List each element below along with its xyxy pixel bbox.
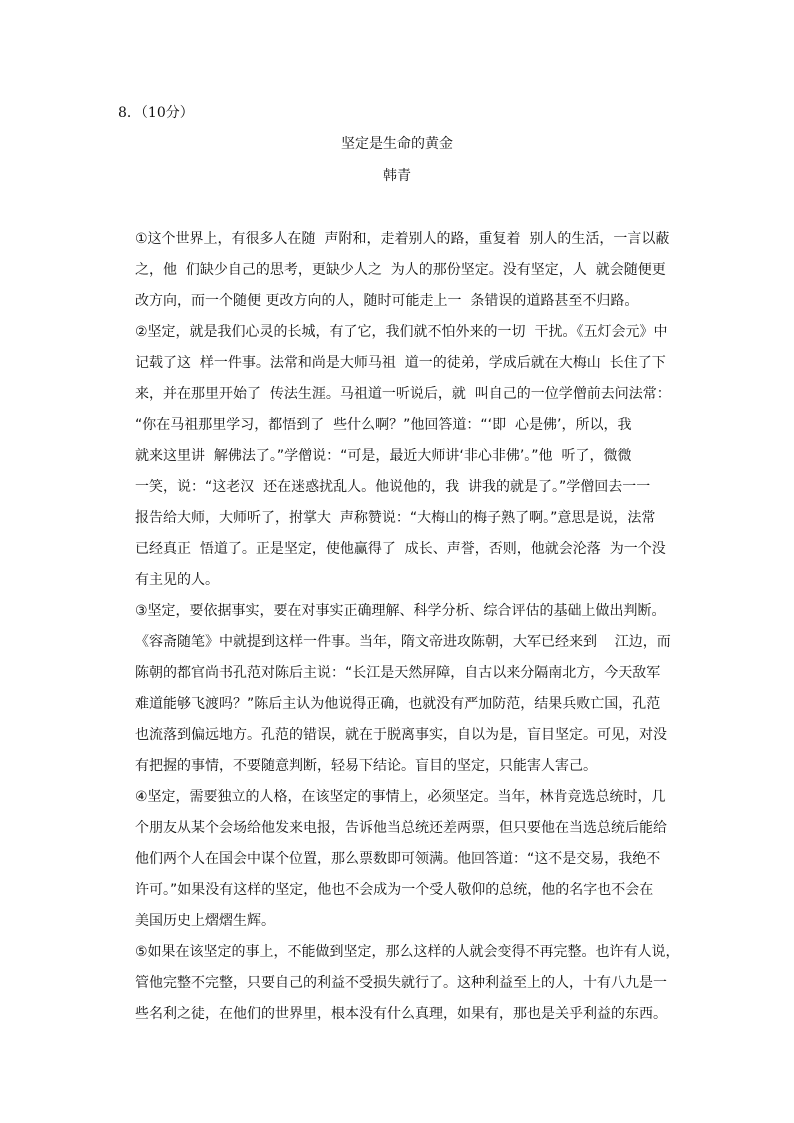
- text-line: 有把握的事情，不要随意判断，轻易下结论。盲目的坚定，只能害人害己。: [135, 758, 597, 774]
- text-line: 他们两个人在国会中谋个位置，那么票数即可领满。他回答道：“这不是交易，我绝不: [135, 851, 661, 867]
- text-line: 许可。”如果没有这样的坚定，他也不会成为一个受人敬仰的总统，他的名字也不会在: [135, 882, 654, 898]
- article-title: 坚定是生命的黄金: [341, 136, 453, 152]
- text-line: 也流落到偏远地方。孔范的错误，就在于脱离事实，自以为是，盲目坚定。可见，对没: [135, 727, 667, 743]
- article-author: 韩青: [383, 168, 411, 184]
- text-line: 陈朝的都官尚书孔范对陈后主说：“长江是天然屏障，自古以来分隔南北方，今天敌军: [135, 665, 661, 681]
- text-line: ①这个世界上，有很多人在随 声附和，走着别人的路，重复着 别人的生活，一言以蔽: [135, 231, 670, 247]
- text-line: 来，并在那里开始了 传法生涯。马祖道一听说后，就 叫自己的一位学僧前去问法常：: [135, 386, 671, 402]
- text-line: 改方向，而一个随便 更改方向的人，随时可能走上一 条错误的道路甚至不归路。: [135, 293, 639, 309]
- text-line: ③坚定，要依据事实，要在对事实正确理解、科学分析、综合评估的基础上做出判断。: [135, 603, 666, 619]
- text-line: 报告给大师，大师听了，拊掌大 声称赞说：“大梅山的梅子熟了啊。”意思是说，法常: [135, 510, 656, 526]
- text-line: 管他完整不完整，只要自己的利益不受损失就行了。这种利益至上的人，十有八九是一: [135, 975, 667, 991]
- text-line: 美国历史上熠熠生辉。: [135, 913, 275, 929]
- text-line: 有主见的人。: [135, 572, 219, 588]
- text-line: 一笑，说：“这老汉 还在迷惑扰乱人。他说他的，我 讲我的就是了。”学僧回去一一: [135, 479, 651, 495]
- text-line: 已经真正 悟道了。正是坚定，使他赢得了 成长、声誉，否则，他就会沦落 为一个没: [135, 541, 666, 557]
- text-line: 难道能够飞渡吗？”陈后主认为他说得正确，也就没有严加防范，结果兵败亡国，孔范: [135, 696, 661, 712]
- text-line: 些名利之徒，在他们的世界里，根本没有什么真理，如果有，那也是关乎利益的东西。: [135, 1006, 667, 1022]
- text-line: ②坚定，就是我们心灵的长城，有了它，我们就不怕外来的一切 干扰。《五灯会元》中: [135, 324, 668, 340]
- text-line: 就来这里讲 解佛法了。”学僧说：“可是，最近大师讲‘非心非佛’。”他 听了，微微: [135, 448, 632, 464]
- text-line: 个朋友从某个会场给他发来电报，告诉他当总统还差两票，但只要他在当选总统后能给: [135, 820, 667, 836]
- text-line: 之，他 们缺少自己的思考，更缺少人之 为人的那份坚定。没有坚定，人 就会随便更: [135, 262, 666, 278]
- text-line: 记载了这 样一件事。法常和尚是大师马祖 道一的徒弟，学成后就在大梅山 长住了下: [135, 355, 666, 371]
- text-line: “你在马祖那里学习，都悟到了 些什么啊？”他回答道：“‘即 心是佛’，所以，我: [135, 417, 632, 433]
- text-line: 《容斋随笔》中就提到这样一件事。当年，隋文帝进攻陈朝，大军已经来到 江边，而: [135, 634, 671, 650]
- text-line: ④坚定，需要独立的人格，在该坚定的事情上，必须坚定。当年，林肯竞选总统时，几: [135, 789, 666, 805]
- question-number: 8．（10分）: [118, 105, 194, 121]
- text-line: ⑤如果在该坚定的事上，不能做到坚定，那么这样的人就会变得不再完整。也许有人说，: [135, 944, 680, 960]
